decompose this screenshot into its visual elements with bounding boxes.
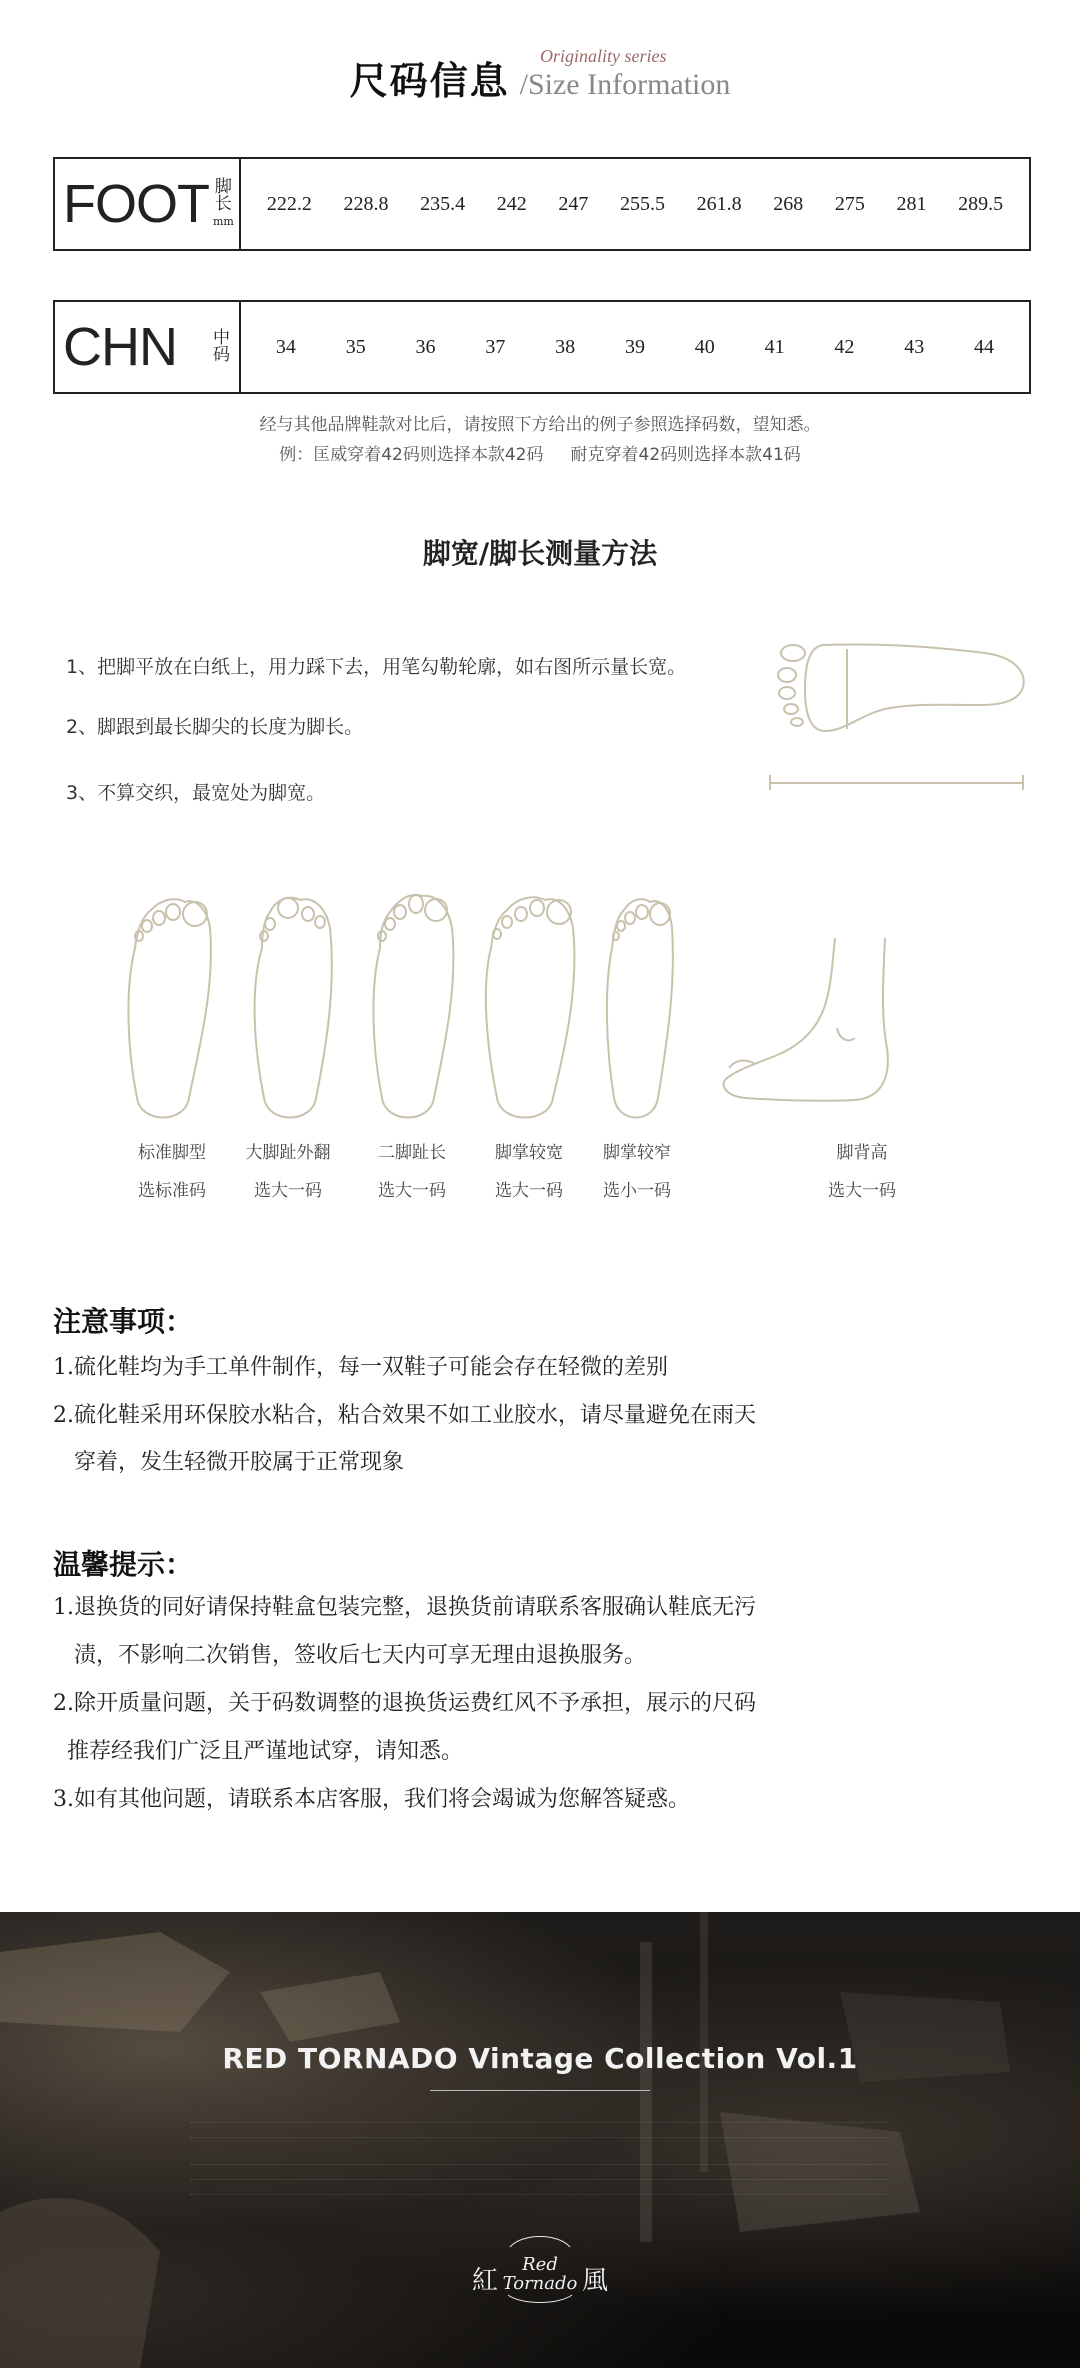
tips-line: 2.除开质量问题，关于码数调整的退换货运费红风不予承担，展示的尺码 [53, 1691, 756, 1716]
tips-line: 3.如有其他问题，请联系本店客服，我们将会竭诚为您解答疑惑。 [53, 1787, 690, 1812]
foot-label-block [55, 159, 241, 249]
foot-value: 222.2 [266, 192, 312, 215]
foot-value: 275 [834, 192, 865, 215]
foot-value: 242 [496, 192, 527, 215]
tips-line: 1.退换货的同好请保持鞋盒包装完整，退换货前请联系客服确认鞋底无污 [53, 1595, 756, 1620]
size-note-1: 经与其他品牌鞋款对比后，请按照下方给出的例子参照选择码数，望知悉。 [259, 415, 821, 435]
chn-value: 37 [485, 335, 506, 358]
foot-value: 261.8 [696, 192, 742, 215]
long-second-toe-foot-icon [373, 895, 453, 1118]
tips-title: 温馨提示： [53, 1548, 194, 1581]
red-tornado-logo [460, 2225, 620, 2315]
foot-sub-top: 脚 [214, 176, 232, 197]
chn-value: 41 [764, 335, 785, 358]
notice-title: 注意事项： [53, 1305, 194, 1338]
logo-emblem-icon [460, 2225, 620, 2315]
page-title-en: /Size Information [519, 68, 731, 101]
chn-value: 35 [345, 335, 366, 358]
logo-right-glyph: 風 [582, 2266, 609, 2296]
measure-step: 2、脚跟到最长脚尖的长度为脚长。 [66, 716, 364, 738]
chn-value: 38 [555, 335, 576, 358]
foot-value: 247 [558, 192, 589, 215]
foot-unit: mm [212, 214, 234, 228]
foot-value: 281 [896, 192, 927, 215]
foot-outline-measure-icon [765, 635, 1030, 790]
title-script-decoration: Originality series [540, 46, 667, 66]
logo-left-glyph: 紅 [472, 2266, 499, 2296]
size-note-2: 例：匡威穿着42码则选择本款42码 耐克穿着42码则选择本款41码 [279, 445, 801, 465]
chn-value: 42 [834, 335, 855, 358]
chn-value: 43 [904, 335, 925, 358]
foot-type-name: 标准脚型 [138, 1143, 206, 1163]
foot-type-advice: 选标准码 [138, 1181, 206, 1201]
page-header [0, 46, 1080, 105]
notice-line: 穿着，发生轻微开胶属于正常现象 [53, 1450, 404, 1475]
foot-sub-bottom: 长 [214, 193, 232, 214]
chn-value: 39 [624, 335, 645, 358]
chn-value: 44 [974, 335, 995, 358]
page-title-cn: 尺码信息 [349, 58, 510, 103]
logo-red-text: Red [522, 2254, 558, 2275]
foot-type-advice: 选大一码 [495, 1181, 563, 1201]
tips-line: 渍，不影响二次销售，签收后七天内可享无理由退换服务。 [53, 1643, 646, 1668]
chn-label: CHN [63, 317, 177, 377]
foot-sub-label [212, 176, 234, 230]
measure-title: 脚宽/脚长测量方法 [422, 537, 658, 570]
foot-type-advice: 选大一码 [378, 1181, 446, 1201]
foot-values [241, 193, 1029, 216]
foot-type-name: 二脚趾长 [378, 1143, 446, 1163]
brand-banner [0, 1912, 1080, 2368]
logo-tornado-text: Tornado [502, 2273, 578, 2294]
foot-value: 235.4 [420, 192, 466, 215]
tips-line: 推荐经我们广泛且严谨地试穿，请知悉。 [53, 1739, 463, 1764]
notice-line: 1.硫化鞋均为手工单件制作，每一双鞋子可能会存在轻微的差别 [53, 1355, 668, 1380]
foot-label: FOOT [63, 174, 209, 234]
chn-value: 40 [694, 335, 715, 358]
banner-divider [430, 2090, 650, 2091]
wide-foot-icon [486, 897, 575, 1117]
banner-decorative-text [190, 2158, 890, 2209]
chn-value: 34 [275, 335, 296, 358]
foot-type-advice: 选大一码 [254, 1181, 322, 1201]
foot-value: 228.8 [343, 192, 389, 215]
foot-type-name: 大脚趾外翻 [245, 1143, 331, 1163]
foot-type-name: 脚掌较窄 [603, 1143, 671, 1163]
chn-size-table [53, 300, 1031, 394]
foot-type-name: 脚掌较宽 [495, 1143, 563, 1163]
banner-decorative-text [190, 2116, 890, 2152]
foot-value: 255.5 [619, 192, 665, 215]
measure-step: 1、把脚平放在白纸上，用力踩下去，用笔勾勒轮廓，如右图所示量长宽。 [66, 656, 687, 678]
chn-values [241, 336, 1029, 359]
foot-length-table [53, 157, 1031, 251]
chn-label-block [55, 302, 241, 392]
bunion-foot-icon [255, 898, 332, 1118]
chn-value: 36 [415, 335, 436, 358]
foot-type-advice: 选大一码 [828, 1181, 896, 1201]
narrow-foot-icon [607, 899, 673, 1117]
foot-type-advice: 选小一码 [603, 1181, 671, 1201]
measure-step: 3、不算交织，最宽处为脚宽。 [66, 782, 326, 804]
standard-foot-icon [128, 899, 211, 1117]
notice-line: 2.硫化鞋采用环保胶水粘合，粘合效果不如工业胶水，请尽量避免在雨天 [53, 1403, 756, 1428]
foot-types-illustration [115, 888, 995, 1128]
banner-title: RED TORNADO Vintage Collection Vol.1 [222, 2042, 858, 2075]
foot-value: 289.5 [958, 192, 1004, 215]
chn-sub-bottom: 码 [213, 345, 230, 365]
foot-value: 268 [773, 192, 804, 215]
high-instep-foot-icon [724, 938, 888, 1101]
chn-sub-label [213, 330, 230, 364]
chn-sub-top: 中 [213, 328, 230, 348]
foot-type-name: 脚背高 [836, 1143, 888, 1163]
